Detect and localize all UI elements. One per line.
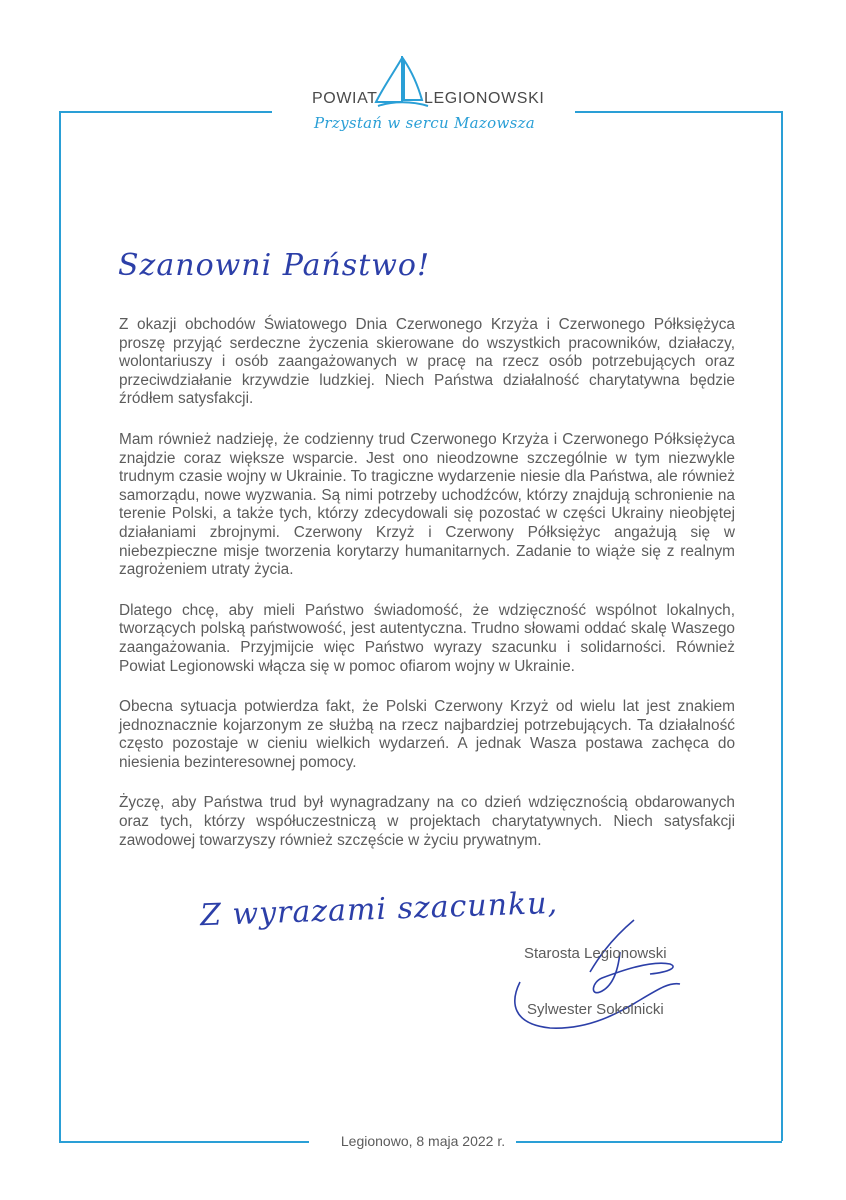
signature-scribble <box>500 912 700 1042</box>
letter-closing: Z wyrazami szacunku, <box>199 885 559 934</box>
letter-paragraph: Z okazji obchodów Światowego Dnia Czerwonego Krzyża i Czerwonego Półksiężyca proszę przyjąć serdeczne życzenia skierowane do wszystkich pracowników, działaczy, wolontariuszy i osób zaangażowanych w pracę na rzecz osób potrzebujących oraz przeciwdziałanie krzywdzie ludzkiej. Niech Państwa działalność charytatywna będzie źródłem satysfakcji. <box>119 316 735 408</box>
frame-left-border <box>59 111 61 1141</box>
logo-word-powiat: POWIAT <box>312 90 378 107</box>
frame-top-border-right <box>575 111 782 113</box>
place-and-date: Legionowo, 8 maja 2022 r. <box>340 1133 506 1149</box>
signer-title: Starosta Legionowski <box>524 945 667 962</box>
letter-paragraph: Mam również nadzieję, że codzienny trud Czerwonego Krzyża i Czerwonego Półksiężyca znajdzie coraz większe wsparcie. Jest ono nieodzowne szczególnie w tym niezwykle trudnym czasie wojny w Ukrainie. To tragiczne wydarzenie niesie dla Państwa, ale również samorządu, nowe wyzwania. Są nimi potrzeby uchodźców, którzy znajdują schronienie na terenie Polski, a także tych, którzy zdecydowali się pozostać w części Ukrainy nieobjętej działaniami zbrojnymi. Czerwony Krzyż i Czerwony Półksiężyc angażują się w niebezpieczne misje tworzenia korytarzy humanitarnych. Zadanie to wiąże się z realnym zagrożeniem utraty życia. <box>119 430 735 579</box>
letter-paragraph: Życzę, aby Państwa trud był wynagradzany na co dzień wdzięcznością obdarowanych oraz tych, którzy współuczestniczą w projektach charytatywnych. Niech satysfakcji zawodowej towarzyszy również szczęście w życiu prywatnym. <box>119 794 735 849</box>
sailboat-icon <box>372 54 432 110</box>
letter-greeting: Szanowni Państwo! <box>118 248 431 283</box>
powiat-logo <box>300 52 560 142</box>
frame-top-border-left <box>59 111 272 113</box>
logo-word-legionowski: LEGIONOWSKI <box>424 90 545 107</box>
letter-paragraph: Obecna sytuacja potwierdza fakt, że Polski Czerwony Krzyż od wielu lat jest znakiem jednoznacznie kojarzonym ze służbą na rzecz najbardziej potrzebujących. Ta działalność często pozostaje w cieniu wielkich wydarzeń. A jednak Wasza postawa zachęca do niesienia bezinteresownej pomocy. <box>119 698 735 771</box>
signer-name: Sylwester Sokolnicki <box>527 1001 664 1018</box>
letter-paragraph: Dlatego chcę, aby mieli Państwo świadomość, że wdzięczność wspólnot lokalnych, tworzących polską państwowość, jest autentyczna. Trudno słowami oddać skalę Waszego zaangażowania. Przyjmijcie więc Państwo wyrazy szacunku i solidarności. Również Powiat Legionowski włącza się w pomoc ofiarom wojny w Ukrainie. <box>119 601 735 675</box>
logo-slogan: Przystań w sercu Mazowsza <box>314 114 536 132</box>
frame-right-border <box>781 111 783 1141</box>
letter-body <box>119 316 735 872</box>
